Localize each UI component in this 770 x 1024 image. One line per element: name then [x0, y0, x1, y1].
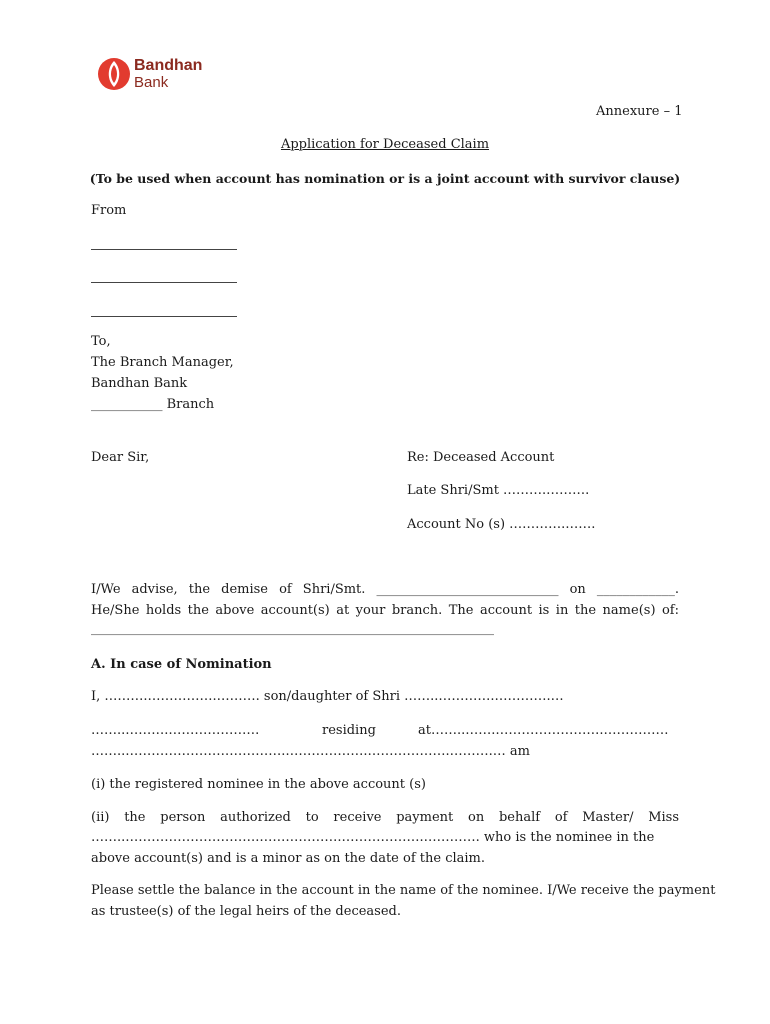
- re-line-1: Re: Deceased Account: [407, 450, 555, 465]
- from-address-line-3: [91, 316, 237, 317]
- advise-line-1: I/We advise, the demise of Shri/Smt. ____________________________ on ____________.: [91, 582, 679, 597]
- option-ii-line-2: ……..………………………….……………….……………….…………. who is the nominee in the: [91, 830, 655, 845]
- advise-line-2: He/She holds the above account(s) at your branch. The account is in the name(s) of:: [91, 603, 679, 618]
- closing-line-1: Please settle the balance in the account in the name of the nominee. I/We receive the payment: [91, 883, 716, 898]
- section-a-line-2b: residing: [322, 723, 376, 738]
- to-line-1: To,: [91, 334, 111, 349]
- page-title: Application for Deceased Claim: [280, 137, 490, 152]
- advise-line-3: ______________________________________________________________: [91, 621, 494, 636]
- re-line-2: Late Shri/Smt ……….……….: [407, 483, 590, 498]
- option-i: (i) the registered nominee in the above account (s): [91, 777, 426, 792]
- closing-line-2: as trustee(s) of the legal heirs of the deceased.: [91, 904, 401, 919]
- option-ii-line-3: above account(s) and is a minor as on the date of the claim.: [91, 851, 486, 866]
- section-a-line-3: ……..……………………………….……………….……………….……….… am: [91, 744, 531, 759]
- annexure-label: Annexure – 1: [596, 104, 683, 119]
- section-a-line-2c: at……..…….…………………….……………: [418, 723, 669, 738]
- bank-logo: [96, 56, 206, 94]
- page-subtitle: (To be used when account has nomination or is a joint account with survivor clause): [89, 171, 681, 186]
- from-address-line-2: [91, 282, 237, 283]
- logo-name-top: Bandhan: [134, 57, 203, 74]
- to-line-4: ___________ Branch: [91, 397, 215, 412]
- from-label: From: [91, 203, 127, 218]
- salutation: Dear Sir,: [91, 450, 150, 465]
- from-address-line-1: [91, 249, 237, 250]
- bandhan-logo-icon: [96, 56, 132, 92]
- section-a-heading: A. In case of Nomination: [91, 657, 272, 672]
- section-a-line-2a: ……..……….…………………: [91, 723, 260, 738]
- option-ii-line-1: (ii) the person authorized to receive payment on behalf of Master/ Miss: [91, 810, 679, 825]
- section-a-line-1: I, ……….…………….………. son/daughter of Shri ……..………….………….…: [91, 689, 564, 704]
- logo-name-bottom: Bank: [134, 74, 169, 91]
- re-line-3: Account No (s) ………….…….: [407, 517, 596, 532]
- to-line-2: The Branch Manager,: [91, 355, 234, 370]
- to-line-3: Bandhan Bank: [91, 376, 188, 391]
